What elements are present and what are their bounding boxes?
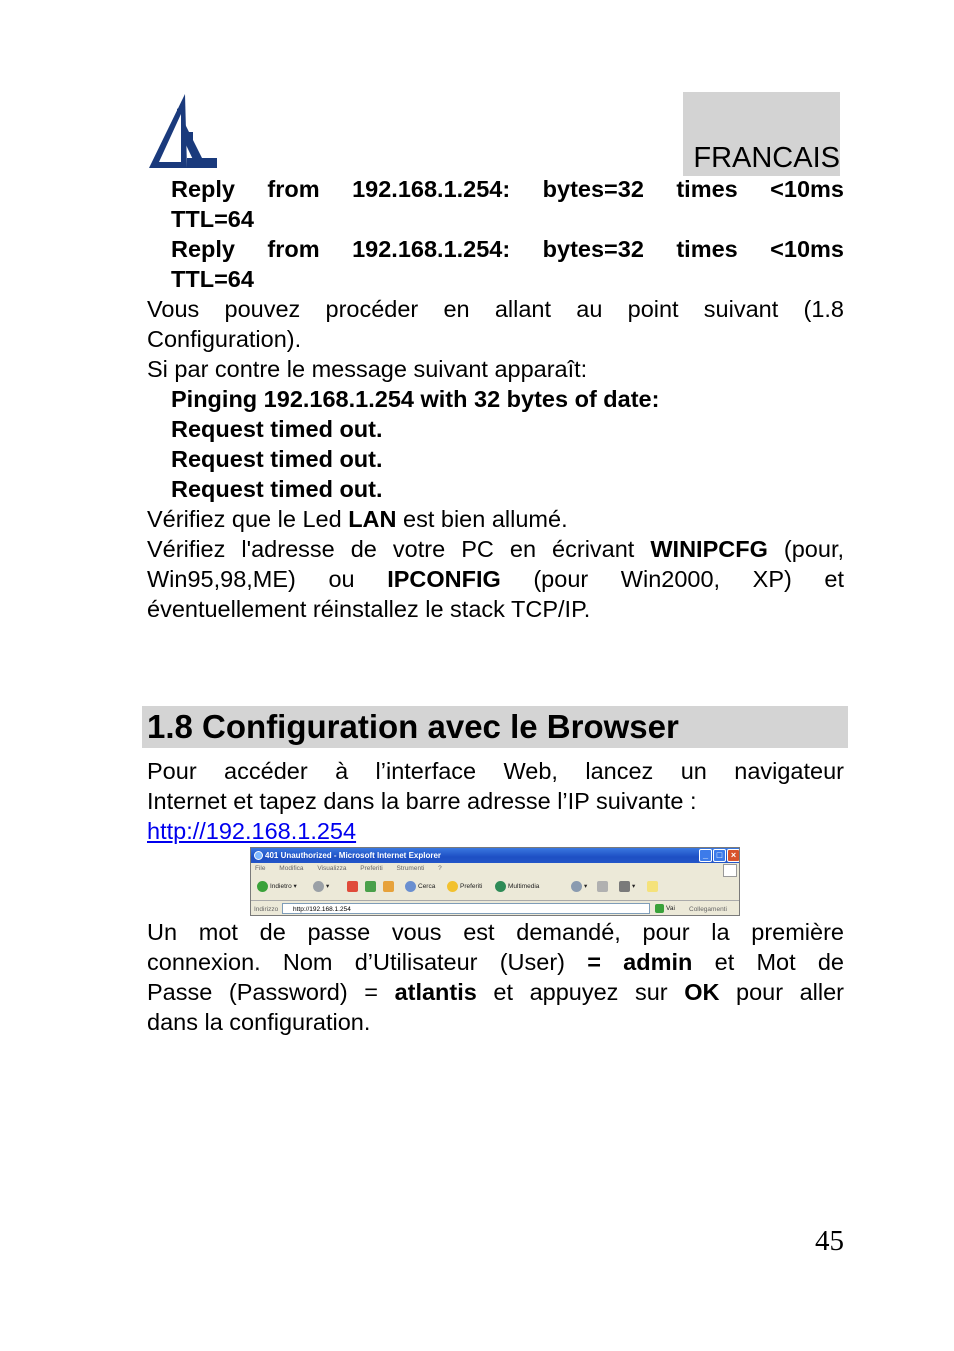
paragraph-check-led (147, 504, 844, 534)
ping-timeout-line: Request timed out. (171, 446, 383, 472)
browser-toolbar (255, 878, 735, 896)
browser-menubar (255, 864, 454, 873)
text-span: Passe (Password) = (147, 979, 395, 1005)
edit-button[interactable]: ▾ (619, 881, 635, 893)
stop-icon (347, 881, 358, 892)
text-span: pour aller (719, 979, 844, 1005)
paragraph-next-step-line: Vous pouvez procéder en allant au point suivant (1.8 (147, 296, 844, 322)
text-span: et appuyez sur (476, 979, 685, 1005)
print-icon (597, 881, 608, 892)
paragraph-else-message: Si par contre le message suivant apparaît: (147, 356, 588, 382)
print-button[interactable] (597, 881, 610, 893)
minimize-icon[interactable]: _ (699, 849, 712, 862)
menu-item-file[interactable]: File (255, 865, 266, 872)
browser-title: 401 Unauthorized - Microsoft Internet Explorer (265, 851, 442, 860)
folder-button[interactable] (647, 881, 660, 893)
close-icon[interactable]: × (727, 849, 740, 862)
home-button[interactable] (383, 881, 396, 893)
ping-timeout-line: Request timed out. (171, 476, 383, 502)
menu-item-view[interactable]: Visualizza (317, 865, 347, 872)
multimedia-label: Multimedia (508, 883, 540, 891)
menu-item-edit[interactable]: Modifica (279, 865, 304, 872)
text-span: (pour Win2000, XP) et (500, 566, 844, 592)
ping-reply-line: Reply from 192.168.1.254: bytes=32 times <10ms (171, 176, 844, 202)
star-icon (447, 881, 458, 892)
text-span: Vérifiez que le Led (147, 506, 349, 532)
text-span: et Mot de (692, 949, 844, 975)
paragraph-check-ip-line: éventuellement réinstallez le stack TCP/IP. (147, 596, 591, 622)
paragraph-login-line: Un mot de passe vous est demandé, pour la première (147, 919, 844, 945)
browser-titlebar (251, 848, 739, 863)
favorites-button[interactable] (447, 881, 482, 893)
address-label: Indirizzo (254, 906, 279, 913)
refresh-icon (365, 881, 376, 892)
ping-reply-ttl: TTL=64 (171, 206, 254, 232)
router-url-row (147, 816, 844, 846)
links-label[interactable]: Collegamenti (689, 906, 727, 913)
search-button[interactable] (405, 881, 435, 893)
go-button[interactable] (655, 904, 675, 913)
text-span: (pour, (767, 536, 845, 562)
home-icon (383, 881, 394, 892)
ping-reply-ttl: TTL=64 (171, 266, 254, 292)
language-label: FRANCAIS (693, 142, 840, 174)
address-input[interactable]: http://192.168.1.254 (282, 903, 650, 914)
browser-screenshot (250, 847, 740, 916)
bold-term: = admin (587, 949, 693, 975)
text-span: Win95,98,ME) ou (147, 566, 388, 592)
go-arrow-icon (655, 904, 664, 913)
menu-item-help[interactable]: ? (438, 865, 442, 872)
multimedia-button[interactable] (495, 881, 539, 893)
paragraph-next-step-line: Configuration). (147, 326, 302, 352)
menu-item-favorites[interactable]: Preferiti (360, 865, 383, 872)
ie-icon (254, 851, 263, 860)
history-icon (571, 881, 582, 892)
folder-icon (647, 881, 658, 892)
ping-fail-line: Pinging 192.168.1.254 with 32 bytes of date: (171, 386, 660, 412)
favorites-label: Preferiti (460, 883, 483, 891)
page-number: 45 (815, 1225, 844, 1257)
paragraph-login-line (147, 947, 844, 977)
back-button[interactable]: Indietro ▾ (257, 881, 297, 893)
text-span: connexion. Nom d’Utilisateur (User) (147, 949, 588, 975)
paragraph-intro-line: Pour accéder à l’interface Web, lancez un navigateur (147, 758, 844, 784)
back-arrow-icon (257, 881, 268, 892)
search-label: Cerca (418, 883, 436, 891)
search-icon (405, 881, 416, 892)
menu-item-tools[interactable]: Strumenti (396, 865, 425, 872)
text-span: est bien allumé. (396, 506, 568, 532)
ping-reply-line: Reply from 192.168.1.254: bytes=32 times <10ms (171, 236, 844, 262)
ping-timeout-line: Request timed out. (171, 416, 383, 442)
bold-term: atlantis (394, 979, 477, 1005)
paragraph-check-ip-line (147, 534, 844, 564)
browser-addressbar (251, 900, 739, 916)
router-url-link[interactable]: http://192.168.1.254 (147, 818, 357, 844)
history-button[interactable]: ▾ (571, 881, 587, 893)
edit-icon (619, 881, 630, 892)
maximize-icon[interactable]: □ (713, 849, 726, 862)
atlantis-logo (147, 92, 219, 170)
text-span: Vérifiez l'adresse de votre PC en écrivant (147, 536, 651, 562)
windows-flag-icon (723, 864, 737, 877)
refresh-button[interactable] (365, 881, 378, 893)
spacer (147, 624, 844, 706)
stop-button[interactable] (347, 881, 360, 893)
paragraph-login-line: dans la configuration. (147, 1009, 371, 1035)
bold-term: WINIPCFG (650, 536, 768, 562)
bold-term: OK (684, 979, 720, 1005)
go-label: Vai (666, 905, 675, 913)
back-label: Indietro (270, 883, 292, 891)
media-icon (495, 881, 506, 892)
forward-button[interactable]: ▾ (313, 881, 329, 893)
paragraph-login-line (147, 977, 844, 1007)
section-heading: 1.8 Configuration avec le Browser (142, 706, 848, 748)
page-content (147, 174, 844, 1037)
paragraph-intro-line: Internet et tapez dans la barre adresse l’IP suivante : (147, 788, 697, 814)
paragraph-check-ip-line (147, 564, 844, 594)
bold-term: LAN (348, 506, 397, 532)
forward-arrow-icon (313, 881, 324, 892)
bold-term: IPCONFIG (387, 566, 501, 592)
